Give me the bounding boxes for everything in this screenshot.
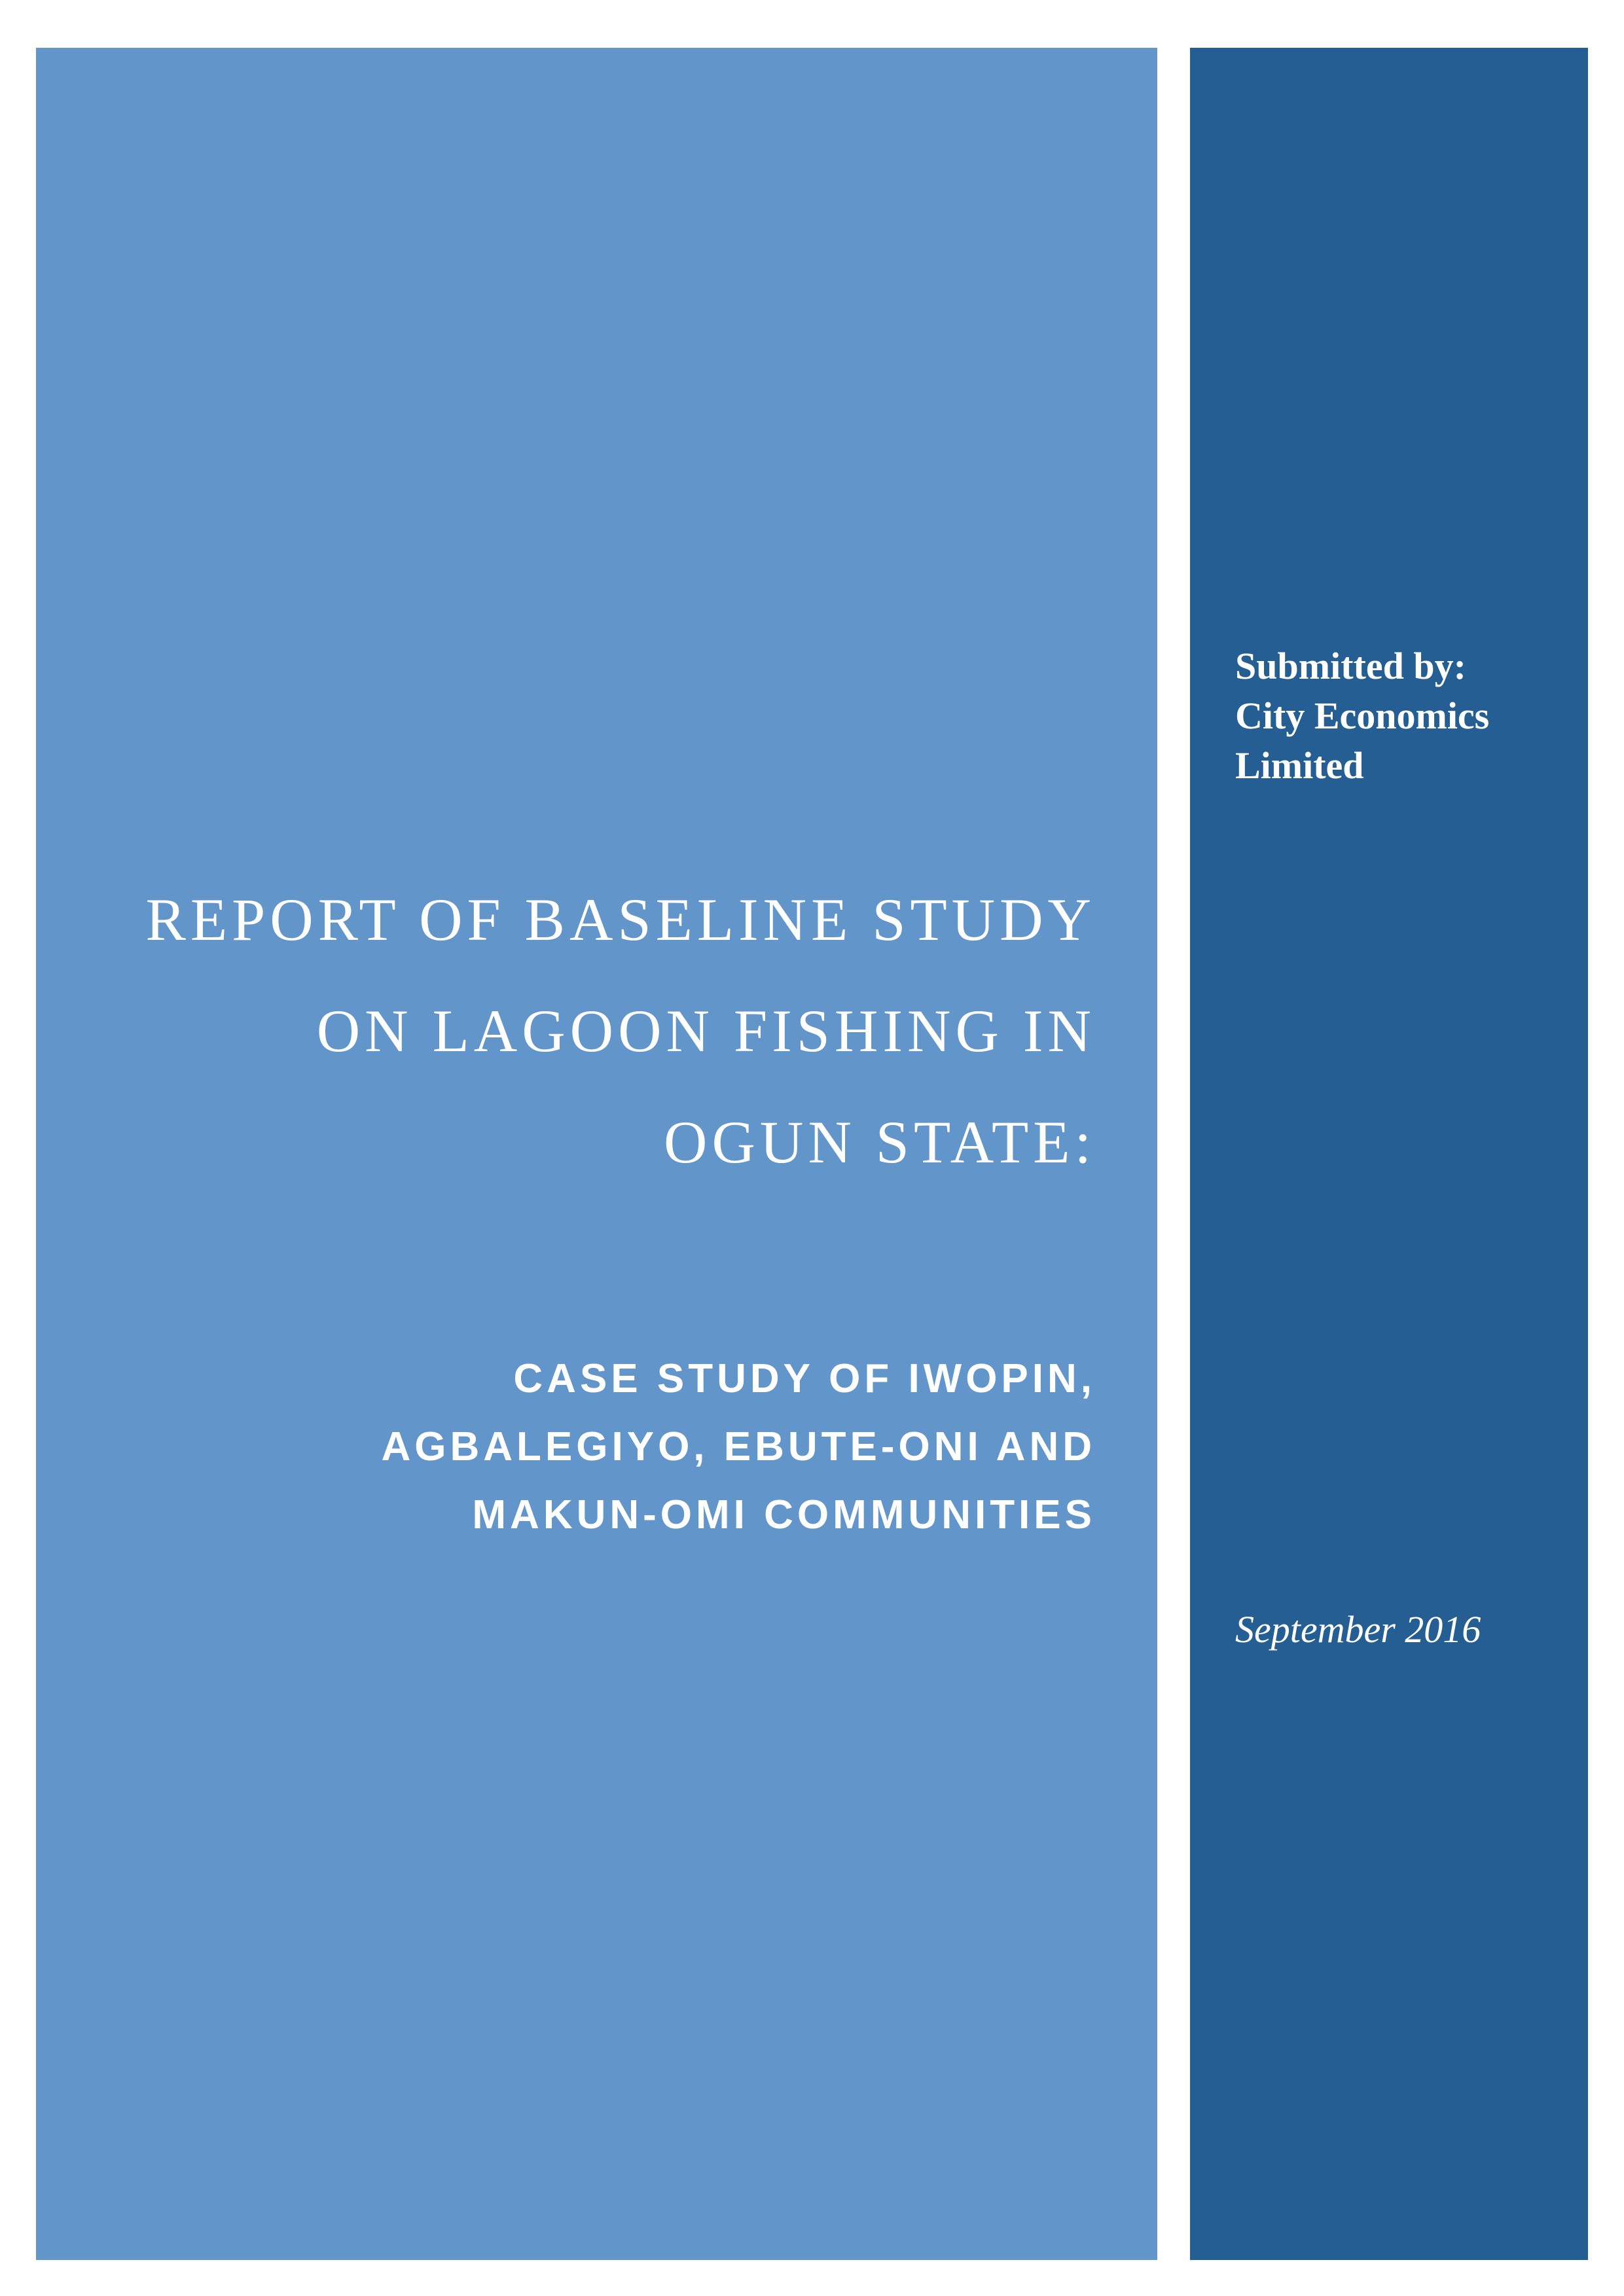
submitted-by-label: Submitted by: <box>1235 645 1466 687</box>
report-title-line-3: OGUN STATE: <box>664 1109 1096 1175</box>
report-title <box>39 864 1096 1198</box>
submitted-by-block <box>1235 641 1489 791</box>
submitter-name-line-2: Limited <box>1235 744 1364 787</box>
submitter-name-line-1: City Economics <box>1235 694 1490 737</box>
report-subtitle <box>39 1345 1096 1549</box>
report-date: September 2016 <box>1235 1608 1481 1651</box>
report-title-line-1: REPORT OF BASELINE STUDY <box>145 886 1096 953</box>
report-subtitle-line-2: AGBALEGIYO, EBUTE-ONI AND <box>381 1424 1096 1469</box>
cover-side-panel <box>1190 48 1588 2260</box>
report-title-line-2: ON LAGOON FISHING IN <box>316 997 1096 1064</box>
report-subtitle-line-1: CASE STUDY OF IWOPIN, <box>513 1356 1096 1401</box>
report-subtitle-line-3: MAKUN-OMI COMMUNITIES <box>472 1492 1096 1537</box>
